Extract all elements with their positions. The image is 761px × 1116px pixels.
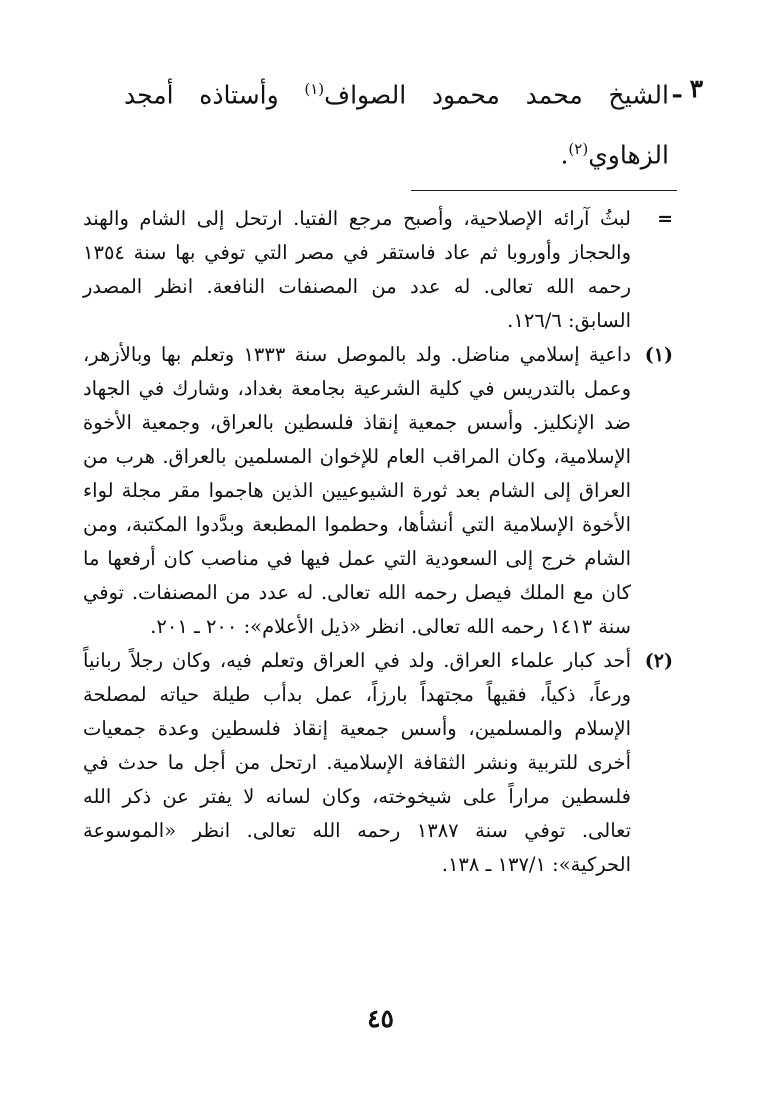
footnote-ref-2: (٢) (568, 140, 589, 159)
footnote-text: داعية إسلامي مناضل. ولد بالموصل سنة ١٣٣٣ وتعلم بها وبالأزهر، وعمل بالتدريس في كلية الشرعية بجامعة بغداد، وشارك في الجهاد ضد الإنكليز. وأسس جمعية إنقاذ فلسطين بالعراق، وجمعية الأخوة الإسلامية، وكان المراقب العام للإخوان المسلمين بالعراق. هرب من العراق إلى الشام بعد ثورة الشيوعيين الذين هاجموا مقر مجلة لواء الأخوة الإسلامية التي أنشأها، وحطموا المطبعة وبدَّدوا المكتبة، ومن الشام خرج إلى السعودية التي عمل فيها في مناصب كان أرفعها ما كان مع الملك فيصل رحمه الله تعالى. له عدد من المصنفات. توفي سنة ١٤١٣ رحمه الله تعالى. انظر «ذيل الأعلام»: ٢٠٠ ـ ٢٠١. (83, 343, 632, 638)
heading-text-part-1: الشيخ محمد محمود الصواف (324, 80, 669, 110)
footnote-2 (0, 644, 761, 882)
item-number: ٣ ـ (673, 74, 703, 103)
heading-text-part-3: . (560, 140, 569, 170)
footnote-text: أحد كبار علماء العراق. ولد في العراق وتعلم فيه، وكان رجلاً ربانياً ورعاً، ذكياً، فقيهاً مجتهداً بارزاً، عمل بدأب طيلة حياته لمصلحة الإسلام والمسلمين، وأسس جمعية إنقاذ فلسطين وعدة جمعيات أخرى للتربية ونشر الثقافة الإسلامية. ارتحل من أجل ما حدث في فلسطين مراراً على شيخوخته، وكان لسانه لا يفتر عن ذكر الله تعالى. توفي سنة ١٣٨٧ رحمه الله تعالى. انظر «الموسوعة الحركية»: ١٣٧/١ ـ ١٣٨. (83, 649, 631, 876)
footnote-marker: (١) (644, 344, 673, 366)
footnote-ref-1: (١) (304, 80, 325, 98)
footnote-marker: = (657, 208, 673, 230)
footnote-marker: (٢) (644, 650, 673, 672)
footnote-continuation (0, 202, 761, 338)
section-heading (124, 62, 669, 183)
footnote-separator (411, 190, 677, 191)
footnote-text: لبثُ آرائه الإصلاحية، وأصبح مرجع الفتيا. ارتحل إلى الشام والهند والحجاز وأوروبا ثم عاد فاستقر في مصر التي توفي بها سنة ١٣٥٤ رحمه الله تعالى. له عدد من المصنفات النافعة. انظر المصدر السابق: ١٢٦/٦. (83, 207, 631, 332)
footnote-1 (0, 338, 761, 644)
heading-text-part-2: وأستاذه أمجد الزهاوي (124, 80, 669, 170)
page-number: ٤٥ (367, 1004, 394, 1033)
footnotes (0, 202, 761, 882)
